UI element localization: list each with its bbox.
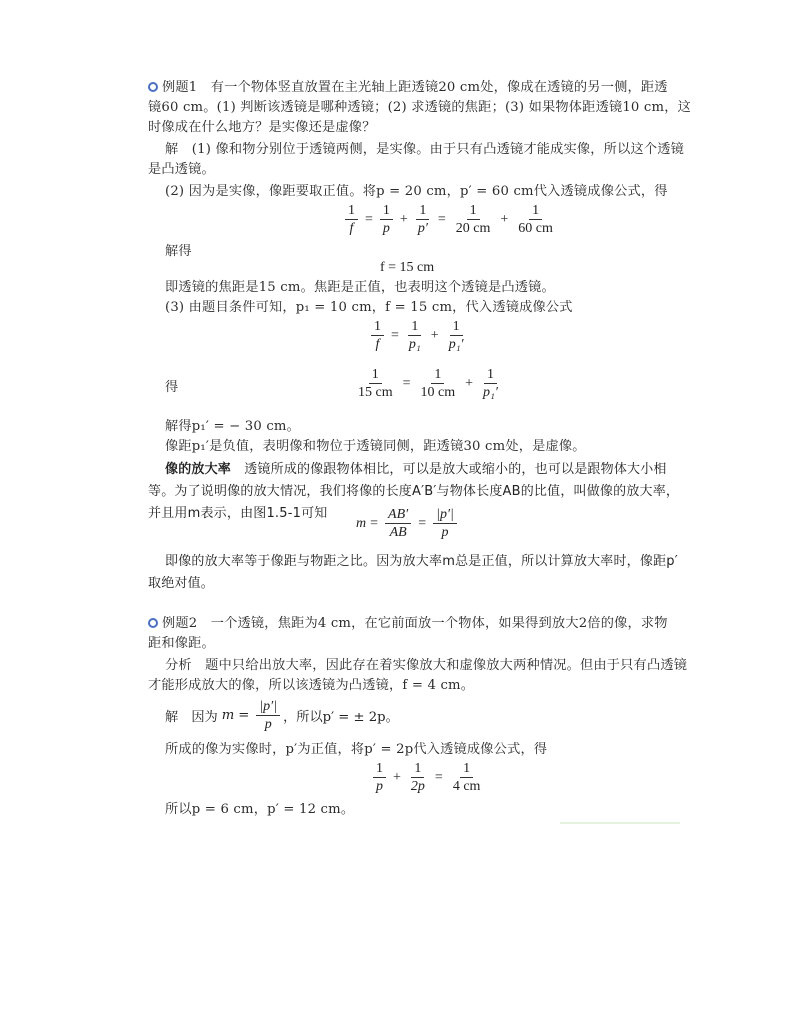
magnification-line5: 取绝对值。 [148,576,215,591]
example1-line2: 镜60 cm。(1) 判断该透镜是哪种透镜；(2) 求透镜的焦距；(3) 如果物体距透镜10 cm，这 [148,100,691,115]
solution1-line1: 解 (1) 像和物分别位于透镜两侧，是实像。由于只有凸透镜才能成实像，所以这个透镜 [165,142,685,157]
scan-artifact-line [560,822,680,824]
final-result-line: 所以p = 6 cm，p′ = 12 cm。 [165,802,355,817]
result-line: 解得p₁′ = − 30 cm。 [165,419,301,434]
virtual-image-conclusion: 像距p₁′是负值，表明像和物位于透镜同侧，距透镜30 cm处，是虚像。 [165,439,586,454]
solution2-line: (2) 因为是实像，像距要取正值。将p = 20 cm，p′ = 60 cm代入透镜成像公式，得 [165,184,668,199]
equation-magnification: m = $\frac{AB'}{AB}$ = $\frac{|p'|}{p}$ [356,506,460,541]
bullet-circle-icon [148,82,158,92]
de-label: 得 [165,380,179,395]
equation-lens-formula-3: $\frac{1}{p}$ + $\frac{1}{2p}$ = $\frac{1}{4 cm}$ [370,760,486,795]
equation-focal-result: f = 15 cm [380,260,435,275]
real-image-line: 所成的像为实像时，p′为正值，将p′ = 2p代入透镜成像公式，得 [165,742,548,757]
magnification-line4: 即像的放大率等于像距与物距之比。因为放大率m总是正值，所以计算放大率时，像距p′ [165,554,678,569]
example1-line1: 例题1 有一个物体竖直放置在主光轴上距透镜20 cm处，像成在透镜的另一侧，距透 [148,78,668,98]
bullet-circle-icon [148,618,158,628]
jiede-label: 解得 [165,244,192,259]
example2-line2: 距和像距。 [148,636,215,651]
focal-conclusion: 即透镜的焦距是15 cm。焦距是正值，也表明这个透镜是凸透镜。 [165,280,555,295]
magnification-line1: 像的放大率 透镜所成的像跟物体相比，可以是放大或缩小的，也可以是跟物体大小相 [165,462,667,477]
equation-lens-formula-1: $\frac{1}{f}$ = $\frac{1}{p}$ + $\frac{1}{p'}$ = $\frac{1}{20 cm}$ + $\frac{1}{60 cm}$ [342,202,559,237]
solution1-line2: 是凸透镜。 [148,162,215,177]
analysis-line1: 分析 题中只给出放大率，因此存在着实像放大和虚像放大两种情况。但由于只有凸透镜 [165,658,688,673]
analysis-line2: 才能形成放大的像，所以该透镜为凸透镜，f = 4 cm。 [148,678,475,693]
magnification-line2: 等。为了说明像的放大情况，我们将像的长度A′B′与物体长度AB的比值，叫做像的放大率， [148,484,680,499]
solution2-line: 解 因为 m = $\frac{|p'|}{p}$ ，所以p′ = ± 2p。 [165,699,399,732]
equation-lens-formula-2: $\frac{1}{f}$ = $\frac{1}{\text{p₁}}$ + $\frac{1}{\text{p₁′}}$ [368,318,470,353]
equation-substituted-2: $\frac{1}{15 cm}$ = $\frac{1}{10 cm}$ + $\frac{1}{\text{p₁′}}$ [358,367,498,400]
magnification-line3: 并且用m表示，由图1.5-1可知 [148,506,328,521]
solution3-line: (3) 由题目条件可知，p₁ = 10 cm，f = 15 cm，代入透镜成像公式 [165,300,573,315]
example1-line3: 时像成在什么地方？是实像还是虚像？ [148,120,376,135]
example2-line1: 例题2 一个透镜，焦距为4 cm，在它前面放一个物体，如果得到放大2倍的像，求物 [148,614,668,634]
